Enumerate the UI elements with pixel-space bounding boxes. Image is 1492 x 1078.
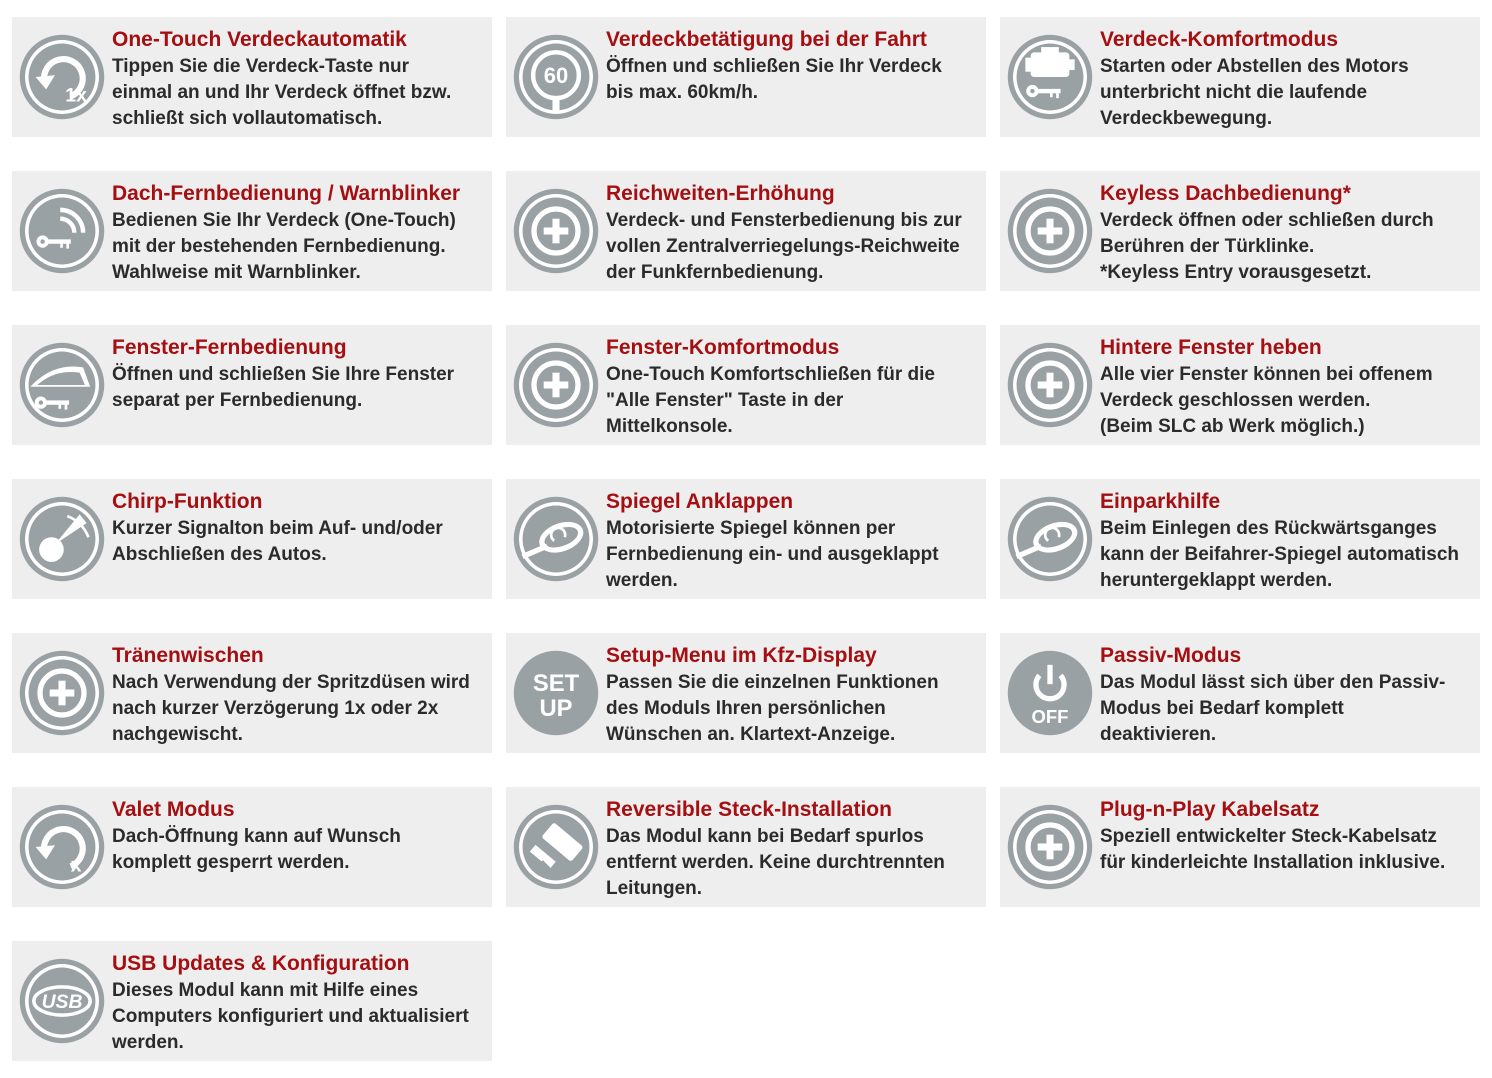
feature-description: Alle vier Fenster können bei offenem Verdeck geschlossen werden. (Beim SLC ab Werk möglich.) — [1100, 364, 1433, 437]
feature-title: Fenster-Fernbedienung — [112, 336, 347, 359]
plus-circle-icon — [18, 649, 106, 737]
feature-description: Tippen Sie die Verdeck-Taste nur einmal an und Ihr Verdeck öffnet bzw. schließt sich vollautomatisch. — [112, 56, 452, 129]
feature-card — [506, 633, 986, 753]
feature-description: Speziell entwickelter Steck-Kabelsatz für kinderleichte Installation inklusive. — [1100, 826, 1446, 873]
svg-text:60: 60 — [543, 63, 569, 89]
engine-key-icon — [1006, 33, 1094, 121]
feature-title: One-Touch Verdeckautomatik — [112, 28, 407, 51]
feature-card — [506, 171, 986, 291]
feature-card — [12, 787, 492, 907]
feature-description: Bedienen Sie Ihr Verdeck (One-Touch) mit der bestehenden Fernbedienung. Wahlweise mit Warnblinker. — [112, 210, 456, 283]
feature-title: Verdeck-Komfortmodus — [1100, 28, 1339, 51]
feature-title: Keyless Dachbedienung* — [1100, 182, 1351, 205]
svg-text:USB: USB — [41, 991, 83, 1014]
feature-description: Öffnen und schließen Sie Ihr Verdeck bis max. 60km/h. — [606, 56, 942, 103]
feature-title: Valet Modus — [112, 798, 235, 821]
feature-description: Kurzer Signalton beim Auf- und/oder Abschließen des Autos. — [112, 518, 443, 565]
feature-card — [12, 479, 492, 599]
usb-icon — [18, 957, 106, 1045]
feature-card — [12, 941, 492, 1061]
feature-card — [506, 17, 986, 137]
plug-icon — [512, 803, 600, 891]
feature-title: Passiv-Modus — [1100, 644, 1242, 667]
feature-card — [12, 171, 492, 291]
power-off-icon — [1006, 649, 1094, 737]
plus-circle-icon — [1006, 187, 1094, 275]
feature-title: Fenster-Komfortmodus — [606, 336, 840, 359]
svg-text:UP: UP — [539, 694, 573, 722]
feature-description: Motorisierte Spiegel können per Fernbedienung ein- und ausgeklappt werden. — [606, 518, 939, 591]
feature-description: Dach-Öffnung kann auf Wunsch komplett gesperrt werden. — [112, 826, 401, 873]
svg-text:x: x — [70, 854, 82, 877]
feature-card — [1000, 787, 1480, 907]
feature-card — [1000, 325, 1480, 445]
feature-description: Das Modul lässt sich über den Passiv- Modus bei Bedarf komplett deaktivieren. — [1100, 672, 1446, 745]
feature-description: Passen Sie die einzelnen Funktionen des Moduls Ihren persönlichen Wünschen an. Klartext-Anzeige. — [606, 672, 939, 745]
svg-text:1x: 1x — [65, 84, 87, 107]
plus-circle-icon — [512, 187, 600, 275]
feature-card — [506, 325, 986, 445]
feature-card — [12, 633, 492, 753]
feature-description: Öffnen und schließen Sie Ihre Fenster separat per Fernbedienung. — [112, 364, 455, 411]
feature-title: Einparkhilfe — [1100, 490, 1221, 513]
feature-title: USB Updates & Konfiguration — [112, 952, 410, 975]
feature-title: Verdeckbetätigung bei der Fahrt — [606, 28, 927, 51]
feature-card — [1000, 479, 1480, 599]
speed-60-icon — [512, 33, 600, 121]
feature-card — [1000, 171, 1480, 291]
svg-text:OFF: OFF — [1031, 705, 1069, 727]
feature-title: Tränenwischen — [112, 644, 264, 667]
mirror-icon — [1006, 495, 1094, 583]
feature-description: Das Modul kann bei Bedarf spurlos entfernt werden. Keine durchtrennten Leitungen. — [606, 826, 945, 899]
svg-text:SET: SET — [532, 670, 580, 698]
feature-description: Starten oder Abstellen des Motors unterbricht nicht die laufende Verdeckbewegung. — [1100, 56, 1409, 129]
feature-card — [506, 787, 986, 907]
feature-card — [1000, 17, 1480, 137]
feature-card — [12, 325, 492, 445]
valet-x-icon — [18, 803, 106, 891]
feature-description: Verdeck öffnen oder schließen durch Berühren der Türklinke. *Keyless Entry vorausgesetzt. — [1100, 210, 1434, 283]
feature-title: Plug-n-Play Kabelsatz — [1100, 798, 1320, 821]
feature-card — [506, 479, 986, 599]
feature-card — [1000, 633, 1480, 753]
mirror-icon — [512, 495, 600, 583]
plus-circle-icon — [1006, 803, 1094, 891]
window-key-icon — [18, 341, 106, 429]
feature-title: Hintere Fenster heben — [1100, 336, 1322, 359]
feature-title: Reversible Steck-Installation — [606, 798, 892, 821]
one-touch-1x-icon — [18, 33, 106, 121]
feature-title: Dach-Fernbedienung / Warnblinker — [112, 182, 461, 205]
feature-title: Reichweiten-Erhöhung — [606, 182, 835, 205]
feature-title: Spiegel Anklappen — [606, 490, 794, 513]
plus-circle-icon — [1006, 341, 1094, 429]
feature-description: Nach Verwendung der Spritzdüsen wird nach kurzer Verzögerung 1x oder 2x nachgewischt. — [112, 672, 470, 745]
feature-description: One-Touch Komfortschließen für die "Alle Fenster" Taste in der Mittelkonsole. — [606, 364, 935, 437]
horn-icon — [18, 495, 106, 583]
plus-circle-icon — [512, 341, 600, 429]
feature-description: Verdeck- und Fensterbedienung bis zur vollen Zentralverriegelungs-Reichweite der Funkfernbedienung. — [606, 210, 962, 283]
feature-description: Dieses Modul kann mit Hilfe eines Computers konfiguriert und aktualisiert werden. — [112, 980, 469, 1053]
feature-description: Beim Einlegen des Rückwärtsganges kann der Beifahrer-Spiegel automatisch heruntergeklappt werden. — [1100, 518, 1459, 591]
remote-key-icon — [18, 187, 106, 275]
setup-icon — [512, 649, 600, 737]
feature-card — [12, 17, 492, 137]
feature-title: Setup-Menu im Kfz-Display — [606, 644, 877, 667]
feature-title: Chirp-Funktion — [112, 490, 263, 513]
